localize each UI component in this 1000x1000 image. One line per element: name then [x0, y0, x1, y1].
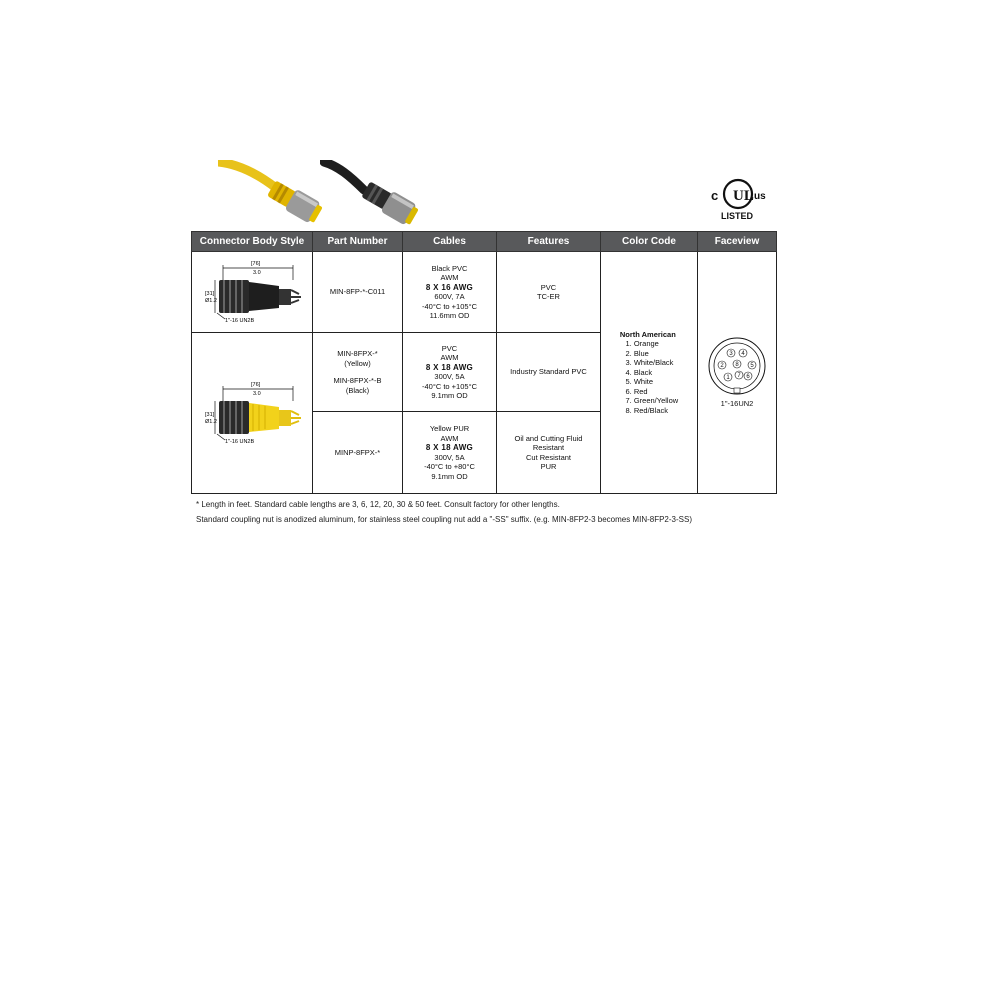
yellow-connector-diagram	[195, 377, 311, 449]
body-style-black-cell	[192, 252, 313, 333]
part-number-black-note: (Black)	[345, 385, 370, 395]
header-faceview: Faceview	[698, 232, 777, 252]
dim-dia-mm: [31]	[205, 412, 215, 418]
feature-line: Cut Resistant	[525, 452, 572, 462]
cable-cell	[403, 412, 497, 494]
cable-cell	[403, 333, 497, 412]
cable-temp: -40°C to +105°C	[422, 381, 477, 391]
feature-line: TC-ER	[537, 292, 560, 301]
cable-od: 11.6mm OD	[429, 311, 470, 320]
color-code-item: 4. Black	[634, 368, 678, 378]
cable-temp: -40°C to +80°C	[424, 462, 475, 471]
table-header-row	[192, 232, 777, 252]
part-number-cell: MIN-8FP-*-C011	[313, 252, 403, 333]
spec-table	[191, 231, 777, 494]
features-cell	[497, 412, 601, 494]
ul-us-letters: us	[754, 191, 766, 202]
cable-type: AWM	[440, 353, 459, 362]
dim-length-mm: [76]	[251, 261, 261, 267]
cable-awg: 8 X 18 AWG	[425, 362, 474, 372]
part-number-black: MIN-8FPX-*-B	[333, 376, 382, 385]
pin-5: 5	[750, 363, 754, 370]
feature-line: Oil and Cutting Fluid	[514, 433, 583, 443]
features-cell	[497, 252, 601, 333]
cable-od: 9.1mm OD	[431, 471, 468, 481]
pin-2: 2	[720, 363, 724, 370]
header-part-number: Part Number	[313, 232, 403, 252]
header-color-code: Color Code	[601, 232, 698, 252]
header-features: Features	[497, 232, 601, 252]
ul-letters: UL	[733, 188, 754, 204]
dim-dia-in: Ø1.2	[205, 419, 217, 425]
dim-length-mm: [76]	[251, 382, 261, 388]
faceview-pinout-diagram	[707, 336, 767, 396]
thread-label: 1"-16 UN2B	[225, 318, 255, 324]
footnote-lengths: * Length in feet. Standard cable lengths are 3, 6, 12, 20, 30 & 50 feet. Consult factory for other lengths.	[196, 500, 560, 509]
cable-jacket: PVC	[441, 343, 458, 353]
yellow-cable-photo	[218, 160, 330, 230]
color-code-item: 6. Red	[634, 387, 678, 397]
cable-awg: 8 X 18 AWG	[425, 443, 474, 452]
color-code-item: 5. White	[634, 377, 678, 387]
dim-dia-mm: [31]	[205, 291, 215, 297]
dim-length-in: 3.0	[253, 270, 261, 276]
ul-c-letter: c	[711, 188, 719, 203]
header-cables: Cables	[403, 232, 497, 252]
cable-rating: 300V, 5A	[434, 372, 465, 381]
pin-3: 3	[729, 351, 733, 358]
ul-listed-text: LISTED	[721, 211, 754, 221]
part-number-cell	[313, 333, 403, 412]
color-code-item: 2. Blue	[634, 349, 678, 359]
cable-od: 9.1mm OD	[431, 391, 468, 400]
cable-temp: -40°C to +105°C	[422, 301, 477, 311]
body-style-yellow-cell	[192, 333, 313, 494]
pin-4: 4	[741, 351, 745, 358]
color-code-item: 1. Orange	[634, 339, 678, 349]
pin-1: 1	[726, 375, 730, 382]
faceview-cell	[698, 252, 777, 494]
feature-line: PVC	[540, 282, 557, 292]
color-code-list	[620, 330, 678, 416]
thread-label: 1"-16 UN2B	[225, 439, 255, 445]
pin-7: 7	[737, 373, 741, 380]
cable-rating: 300V, 5A	[434, 452, 465, 462]
header-connector-body-style: Connector Body Style	[192, 232, 313, 252]
color-code-cell	[601, 252, 698, 494]
features-cell	[497, 333, 601, 412]
pin-8: 8	[735, 362, 739, 369]
cable-awg: 8 X 16 AWG	[425, 282, 474, 292]
feature-line: Resistant	[532, 443, 565, 452]
dim-dia-in: Ø1.2	[205, 298, 217, 304]
part-number-yellow-note: (Yellow)	[344, 358, 371, 368]
color-code-item: 7. Green/Yellow	[634, 396, 678, 406]
faceview-thread-label: 1"-16UN2	[720, 399, 754, 409]
cable-cell	[403, 252, 497, 333]
cable-type: AWM	[440, 433, 459, 443]
feature-line: Industry Standard PVC	[510, 367, 587, 377]
pin-6: 6	[746, 374, 750, 381]
table-row	[192, 252, 777, 333]
dim-length-in: 3.0	[253, 391, 261, 397]
ul-listed-logo	[706, 176, 770, 222]
black-connector-diagram	[195, 256, 311, 328]
cable-jacket: Yellow PUR	[429, 424, 470, 433]
cable-jacket: Black PVC	[431, 263, 468, 273]
feature-line: PUR	[540, 462, 557, 471]
cable-rating: 600V, 7A	[434, 292, 465, 301]
part-number-cell: MINP-8FPX-*	[313, 412, 403, 494]
cable-type: AWM	[440, 273, 459, 282]
color-code-item: 8. Red/Black	[634, 406, 678, 416]
color-code-title: North American	[619, 329, 676, 339]
footnote-coupling-nut: Standard coupling nut is anodized aluminum, for stainless steel coupling nut add a "-SS" suffix. (e.g. MIN-8FP2-3 becomes MIN-8FP2-3-SS)	[196, 515, 692, 524]
color-code-item: 3. White/Black	[634, 358, 678, 368]
part-number-yellow: MIN-8FPX-*	[337, 349, 378, 358]
black-cable-photo	[320, 160, 430, 230]
